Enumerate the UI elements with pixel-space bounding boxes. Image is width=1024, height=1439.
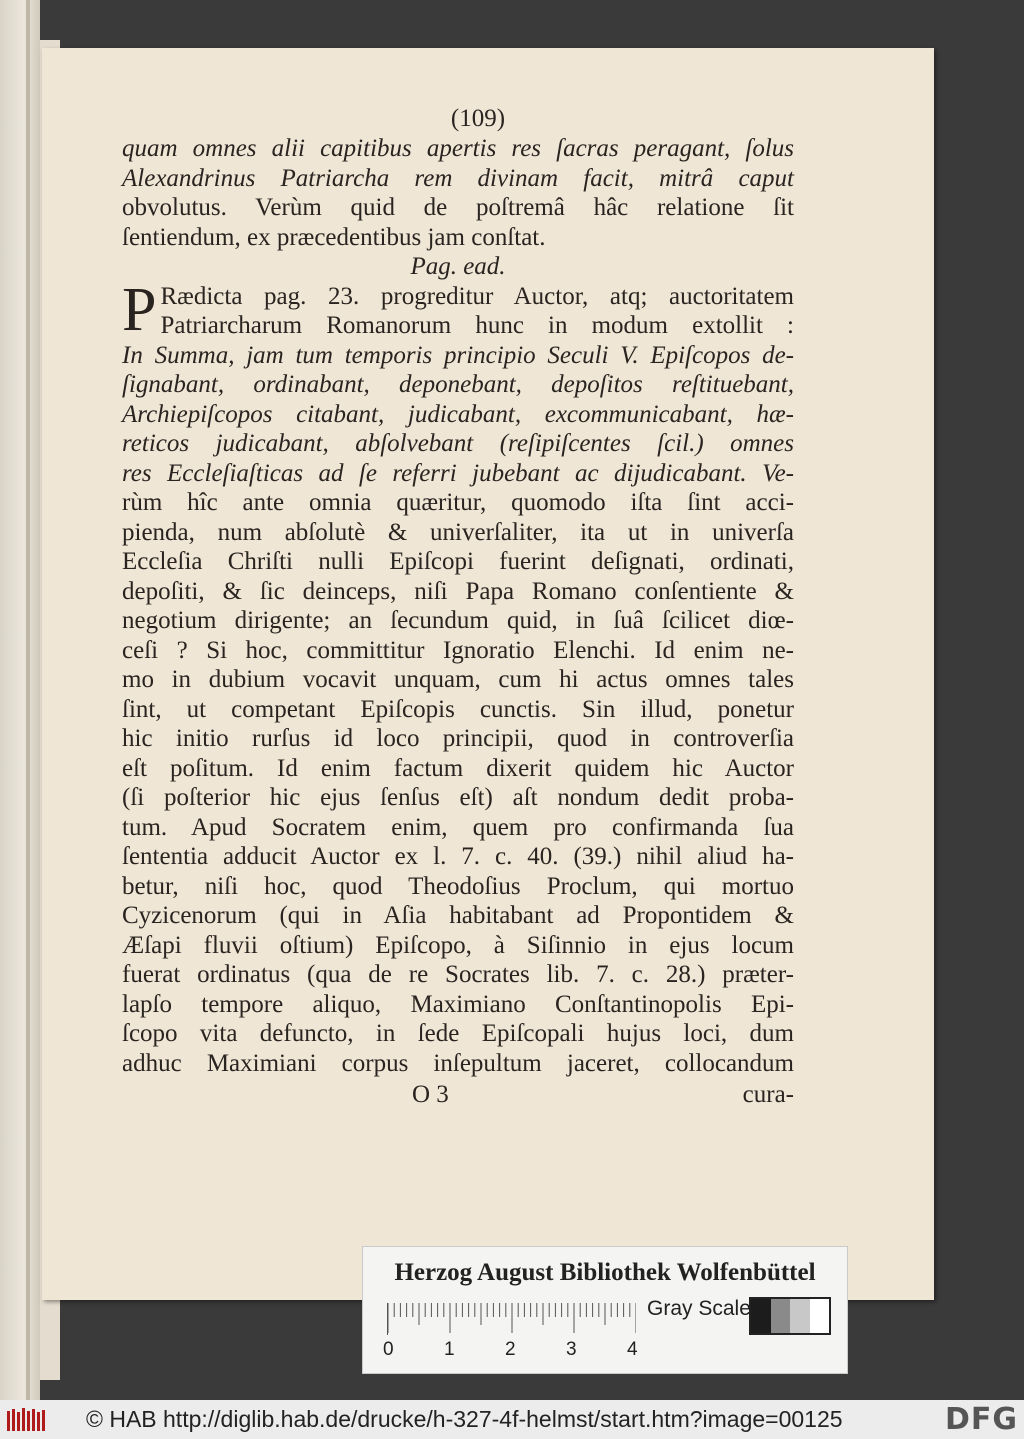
text-line: ſententia adducit Auctor ex l. 7. c. 40. (39.) nihil aliud ha- bbox=[122, 843, 794, 870]
hab-logo-icon bbox=[6, 1407, 48, 1433]
signature-mark: O 3 bbox=[412, 1081, 449, 1108]
text-line: ceſi ? Si hoc, committitur Ignoratio Elenchi. Id enim ne- bbox=[122, 636, 794, 664]
text-line: reticos judicabant, abſolvebant (reſipiſcentes ſcil.) omnes bbox=[122, 430, 794, 457]
ruler-number: 3 bbox=[566, 1339, 577, 1360]
text-line: ſignabant, ordinabant, deponebant, depoſitos reſtituebant, bbox=[122, 371, 794, 398]
drop-cap: P bbox=[122, 275, 157, 344]
ruler-number: 4 bbox=[627, 1339, 638, 1360]
text-line: pienda, num abſolutè & univerſaliter, ita ut in univerſa bbox=[122, 518, 794, 546]
text-line: ſentiendum, ex præcedentibus jam conſtat. bbox=[122, 223, 546, 251]
text-line: rùm hîc ante omnia quæritur, quomodo iſta ſint acci- bbox=[122, 489, 794, 516]
body-paragraph bbox=[122, 275, 794, 1079]
text-line: (ſi poſterior hic ejus ſenſus eſt) aſt nondum dedit proba- bbox=[122, 784, 794, 811]
dfg-logo: DFG bbox=[944, 1402, 1018, 1437]
text-line: Eccleſia Chriſti nulli Epiſcopi fuerint deſignati, ordinati, bbox=[122, 548, 794, 575]
text-line: negotium dirigente; an ſecundum quid, in ſuâ ſcilicet diœ- bbox=[122, 607, 794, 634]
gray-swatch bbox=[790, 1299, 810, 1333]
measurement-ruler bbox=[387, 1303, 636, 1335]
gray-scale-label: Gray Scale bbox=[647, 1297, 751, 1320]
gray-swatch bbox=[810, 1299, 830, 1333]
page-footer bbox=[122, 1080, 794, 1110]
text-line: obvolutus. Verùm quid de poſtremâ hâc relatione ſit bbox=[122, 194, 794, 221]
text-line: In Summa, jam tum temporis principio Seculi V. Epiſcopos de- bbox=[122, 341, 794, 369]
text-line: Æſapi fluvii oſtium) Epiſcopo, à Siſinnio in ejus locum bbox=[122, 931, 794, 959]
catchword: cura- bbox=[742, 1081, 794, 1108]
adjacent-page-edge bbox=[0, 0, 40, 1400]
text-line: mo in dubium vocavit unquam, cum hi actus omnes tales bbox=[122, 666, 794, 693]
text-line: fuerat ordinatus (qua de re Socrates lib. 7. c. 28.) præter- bbox=[122, 961, 794, 988]
gray-scale-swatches bbox=[749, 1297, 831, 1335]
ruler-number: 0 bbox=[383, 1339, 394, 1360]
ruler-ticks bbox=[388, 1303, 636, 1335]
gray-swatch bbox=[771, 1299, 791, 1333]
text-line: Archiepiſcopos citabant, judicabant, excommunicabant, hæ- bbox=[122, 400, 794, 428]
page-number: (109) bbox=[450, 105, 506, 132]
footer-bar bbox=[0, 1400, 1024, 1439]
page-text bbox=[122, 104, 794, 1110]
text-line: hic initio rurſus id loco principii, quod in controverſia bbox=[122, 725, 794, 752]
text-line: eſt poſitum. Id enim factum dixerit quidem hic Auctor bbox=[122, 754, 794, 782]
gray-swatch bbox=[751, 1299, 771, 1333]
text-line: Cyzicenorum (qui in Aſia habitabant ad Propontidem & bbox=[122, 902, 794, 929]
copyright-url[interactable]: © HAB http://diglib.hab.de/drucke/h-327-4f-helmst/start.htm?image=00125 bbox=[86, 1406, 843, 1432]
text-line: tum. Apud Socratem enim, quem pro confirmanda ſua bbox=[122, 813, 794, 841]
text-line: Alexandrinus Patriarcha rem divinam facit, mitrâ caput bbox=[122, 164, 794, 192]
text-line: ſcopo vita defuncto, in ſede Epiſcopali hujus loci, dum bbox=[122, 1020, 794, 1047]
opening-lines bbox=[122, 134, 794, 252]
text-line: betur, niſi hoc, quod Theodoſius Proclum, qui mortuo bbox=[122, 872, 794, 900]
text-line: quam omnes alii capitibus apertis res ſacras peragant, ſolus bbox=[122, 135, 794, 162]
book-spine bbox=[26, 0, 30, 1400]
text-line: depoſiti, & ſic deinceps, niſi Papa Romano conſentiente & bbox=[122, 577, 794, 605]
scanned-page bbox=[42, 48, 934, 1300]
ruler-number: 2 bbox=[505, 1339, 516, 1360]
text-line: Rædicta pag. 23. progreditur Auctor, atq; auctoritatem bbox=[160, 282, 794, 310]
library-color-card bbox=[362, 1246, 848, 1374]
text-line: ſint, ut competant Epiſcopis cunctis. Sin illud, ponetur bbox=[122, 695, 794, 723]
library-name: Herzog August Bibliothek Wolfenbüttel bbox=[394, 1259, 816, 1286]
text-line: lapſo tempore aliquo, Maximiano Conſtantinopolis Epi- bbox=[122, 990, 794, 1018]
text-line: res Eccleſiaſticas ad ſe referri jubebant ac dijudicabant. Ve- bbox=[122, 459, 794, 487]
ruler-number: 1 bbox=[444, 1339, 455, 1360]
text-line: Patriarcharum Romanorum hunc in modum extollit : bbox=[160, 312, 794, 339]
section-heading: Pag. ead. bbox=[410, 253, 506, 280]
text-line: adhuc Maximiani corpus inſepultum jaceret, collocandum bbox=[122, 1049, 794, 1077]
